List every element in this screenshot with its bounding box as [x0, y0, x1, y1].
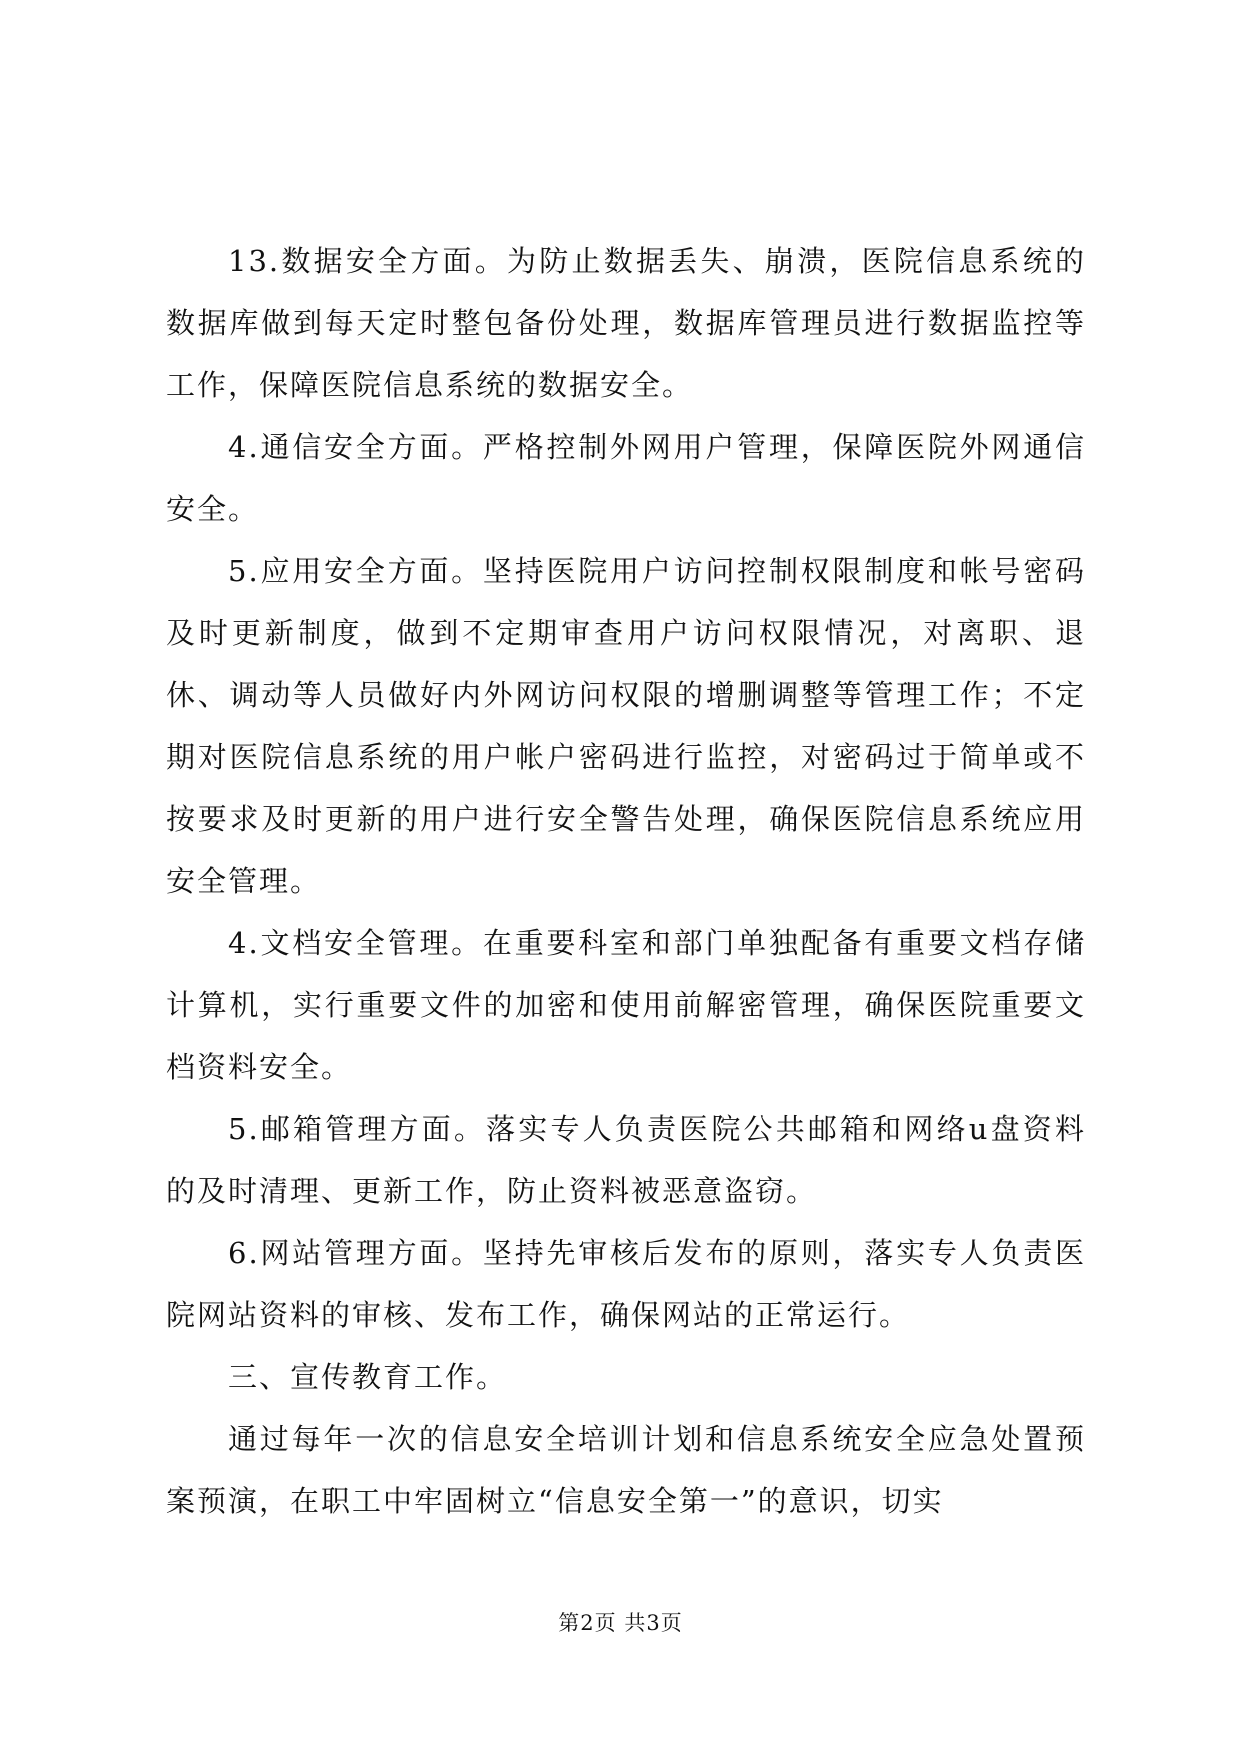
paragraph-mailbox-management: 5.邮箱管理方面。落实专人负责医院公共邮箱和网络u盘资料的及时清理、更新工作，防止资料被恶意盗窃。: [166, 1112, 1086, 1208]
document-body: [166, 230, 1086, 1532]
section-heading-publicity-education: 三、宣传教育工作。: [228, 1360, 508, 1394]
paragraph-data-security: 13.数据安全方面。为防止数据丢失、崩溃，医院信息系统的数据库做到每天定时整包备份处理，数据库管理员进行数据监控等工作，保障医院信息系统的数据安全。: [166, 244, 1086, 402]
paragraph-application-security: 5.应用安全方面。坚持医院用户访问控制权限制度和帐号密码及时更新制度，做到不定期审查用户访问权限情况，对离职、退休、调动等人员做好内外网访问权限的增删调整等管理工作；不定期对医院信息系统的用户帐户密码进行监控，对密码过于简单或不按要求及时更新的用户进行安全警告处理，确保医院信息系统应用安全管理。: [166, 554, 1086, 898]
paragraph-training: 通过每年一次的信息安全培训计划和信息系统安全应急处置预案预演，在职工中牢固树立“信息安全第一”的意识，切实: [166, 1422, 1086, 1518]
paragraph-website-management: 6.网站管理方面。坚持先审核后发布的原则，落实专人负责医院网站资料的审核、发布工作，确保网站的正常运行。: [166, 1236, 1086, 1332]
paragraph-document-security: 4.文档安全管理。在重要科室和部门单独配备有重要文档存储计算机，实行重要文件的加密和使用前解密管理，确保医院重要文档资料安全。: [166, 926, 1086, 1084]
paragraph-communication-security: 4.通信安全方面。严格控制外网用户管理，保障医院外网通信安全。: [166, 430, 1086, 526]
page-footer: 第2页 共3页: [558, 1611, 683, 1635]
